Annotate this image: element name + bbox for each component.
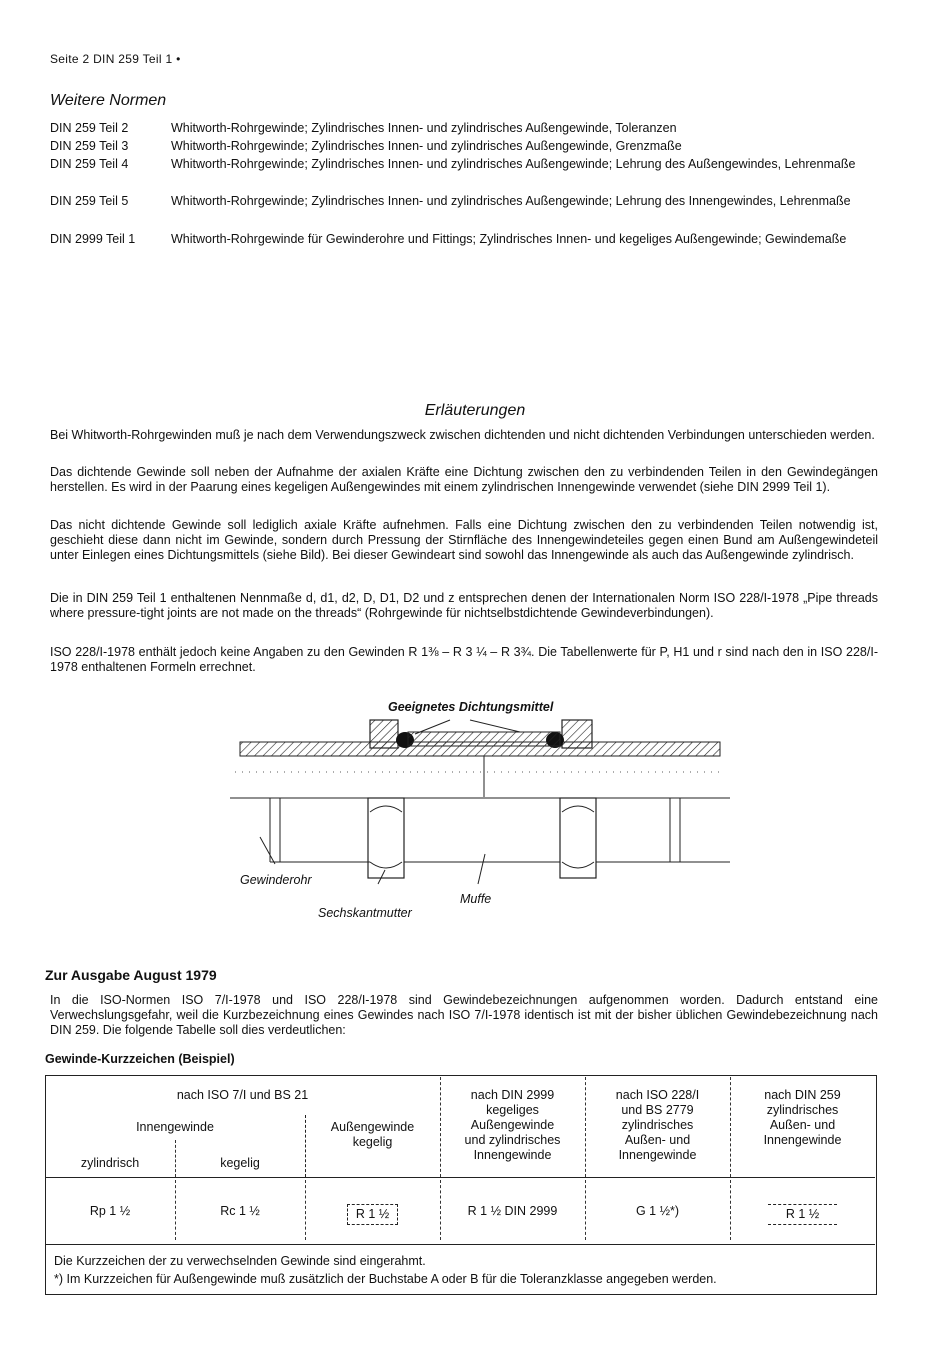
cell-rp: Rp 1 ½: [89, 1204, 131, 1218]
cell-g: G 1 ½*): [635, 1204, 680, 1218]
paragraph: Das dichtende Gewinde soll neben der Aufnahme der axialen Kräfte eine Dichtung zwischen den zu verbindenden Teilen in den Gewindegängen herstellen. Es wird in der Paarung eines kegeligen Außengewindes mit einem zylindrischen Innengewinde verwendet (siehe DIN 2999 Teil 1).: [50, 465, 878, 494]
cell-din2999: R 1 ½ DIN 2999: [467, 1204, 558, 1218]
paragraph: Die in DIN 259 Teil 1 enthaltenen Nennmaße d, d1, d2, D, D1, D2 und z entsprechen denen der Internationalen Norm ISO 228/I-1978 „Pipe threads where pressure-tight joints are not made on the threads“ (Rohrgewinde für nichtselbstdichtende Gewindeverbindungen).: [50, 591, 878, 620]
th-zylindrisch: zylindrisch: [80, 1156, 140, 1170]
normen-text: Whitworth-Rohrgewinde für Gewinderohre und Fittings; Zylindrisches Innen- und kegeliges Außengewinde; Gewindemaße: [171, 232, 847, 246]
cell-rc: Rc 1 ½: [220, 1204, 260, 1218]
label-gewinderohr: Gewinderohr: [240, 873, 312, 887]
label-muffe: Muffe: [460, 892, 492, 906]
th-kegelig: kegelig: [220, 1156, 260, 1170]
erlaeuterungen-title: Erläuterungen: [424, 402, 526, 419]
ausgabe-title: Zur Ausgabe August 1979: [45, 967, 217, 983]
th-din2999: nach DIN 2999 kegeliges Außengewinde und zylindrisches Innengewinde: [464, 1088, 561, 1162]
normen-code: DIN 259 Teil 2: [50, 121, 129, 135]
th-aussengewinde: Außengewinde kegelig: [330, 1120, 415, 1149]
page-header: Seite 2 DIN 259 Teil 1 •: [50, 52, 181, 66]
normen-text: Whitworth-Rohrgewinde; Zylindrisches Innen- und zylindrisches Außengewinde; Lehrung des Innengewindes, Lehrenmaße: [171, 194, 851, 208]
th-iso7: nach ISO 7/I und BS 21: [176, 1088, 309, 1102]
table-note-2: *) Im Kurzzeichen für Außengewinde muß zusätzlich der Buchstabe A oder B für die Toleranzklasse angegeben werden.: [54, 1272, 717, 1286]
normen-code: DIN 259 Teil 4: [50, 157, 129, 171]
normen-code: DIN 2999 Teil 1: [50, 232, 136, 246]
th-iso228: nach ISO 228/I und BS 2779 zylindrisches Außen- und Innengewinde: [615, 1088, 700, 1162]
normen-code: DIN 259 Teil 3: [50, 139, 129, 153]
weitere-normen-title: Weitere Normen: [50, 92, 167, 109]
normen-text: Whitworth-Rohrgewinde; Zylindrisches Innen- und zylindrisches Außengewinde, Grenzmaße: [171, 139, 682, 153]
label-dichtungsmittel: Geeignetes Dichtungsmittel: [388, 700, 554, 714]
cell-r-din259: R 1 ½: [730, 1204, 875, 1225]
th-innengewinde: Innengewinde: [136, 1120, 214, 1134]
nut-left: [370, 720, 398, 748]
table-title: Gewinde-Kurzzeichen (Beispiel): [45, 1052, 235, 1066]
paragraph: Bei Whitworth-Rohrgewinden muß je nach dem Verwendungszweck zwischen dichtenden und nicht dichtenden Verbindungen unterschieden werden.: [50, 428, 875, 442]
cell-r-boxed: R 1 ½: [305, 1204, 440, 1225]
label-sechskantmutter: Sechskantmutter: [318, 906, 412, 920]
paragraph: ISO 228/I-1978 enthält jedoch keine Angaben zu den Gewinden R 1⅜ – R 3 ¼ – R 3¾. Die Tabellenwerte für P, H1 und r sind nach den in ISO 228/I-1978 enthaltenen Formeln errechnet.: [50, 645, 878, 674]
ausgabe-text: In die ISO-Normen ISO 7/I-1978 und ISO 228/I-1978 sind Gewindebezeichnungen aufgenommen worden. Dadurch entstand eine Verwechslungsgefahr, weil die Kurzbezeichnung eines Gewindes nach ISO 7/I-1978 identisch ist mit der bisher üblichen Gewindebezeichnung nach DIN 259. Die folgende Tabelle soll dies verdeutlichen:: [50, 993, 878, 1037]
sleeve-top: [408, 732, 560, 746]
normen-text: Whitworth-Rohrgewinde; Zylindrisches Innen- und zylindrisches Außengewinde; Lehrung des Außengewindes, Lehrenmaße: [171, 157, 856, 171]
normen-code: DIN 259 Teil 5: [50, 194, 129, 208]
th-din259: nach DIN 259 zylindrisches Außen- und Innengewinde: [763, 1088, 842, 1147]
nut-right: [562, 720, 592, 748]
normen-text: Whitworth-Rohrgewinde; Zylindrisches Innen- und zylindrisches Außengewinde, Toleranzen: [171, 121, 677, 135]
paragraph: Das nicht dichtende Gewinde soll lediglich axiale Kräfte aufnehmen. Falls eine Dichtung zwischen den zu verbindenden Teilen notwendig ist, geschieht diese dann nicht im Gewinde, sondern durch Pressung der Stirnfläche des Innengewindeteiles gegen einen Bund am Außengewindeteil unter Einlegen eines Dichtungsmittels (siehe Bild). Bei dieser Gewindeart sind sowohl das Innengewinde als auch das Außengewinde zylindrisch.: [50, 518, 878, 562]
table-note-1: Die Kurzzeichen der zu verwechselnden Gewinde sind eingerahmt.: [54, 1254, 426, 1268]
